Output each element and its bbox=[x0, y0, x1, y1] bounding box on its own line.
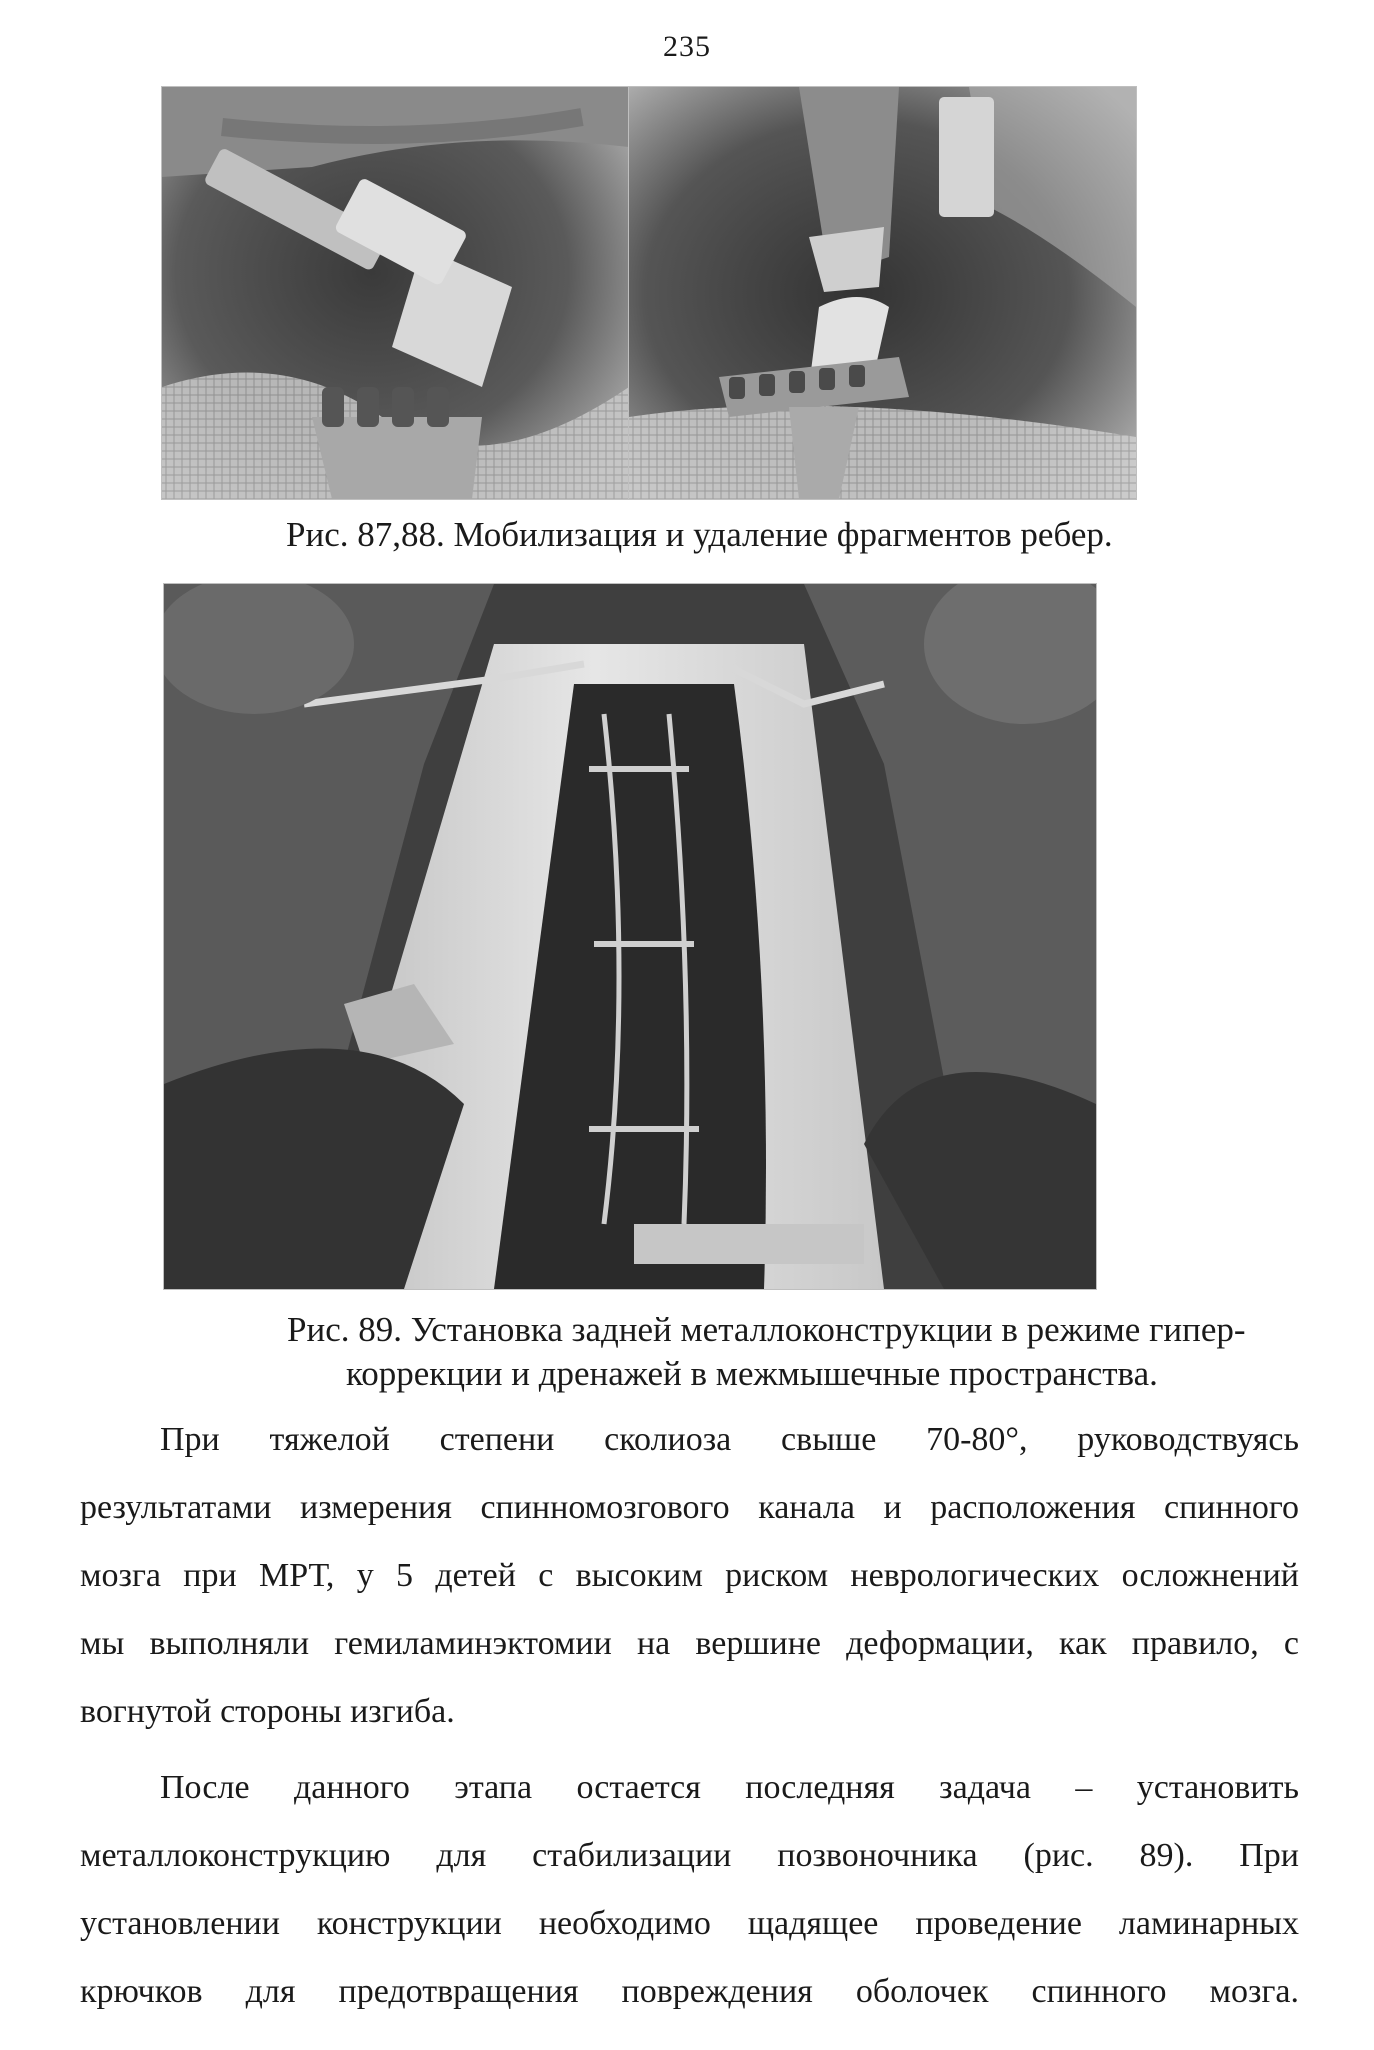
figure-88-image bbox=[629, 87, 1136, 499]
paragraph-1-line-5: вогнутой стороны изгиба. bbox=[80, 1693, 455, 1730]
figure-89-caption-line-2: коррекции и дренажей в межмышечные пространства. bbox=[346, 1354, 1158, 1393]
paragraph-1-line-2: результатами измерения спинномозгового канала и расположения спинного bbox=[80, 1489, 1299, 1526]
figure-87-image bbox=[162, 87, 629, 499]
figure-87-88-caption: Рис. 87,88. Мобилизация и удаление фрагментов ребер. bbox=[286, 515, 1113, 554]
figure-87-photo bbox=[161, 86, 630, 500]
paragraph-2-line-3: установлении конструкции необходимо щадящее проведение ламинарных bbox=[80, 1905, 1299, 1942]
paragraph-1-line-1: При тяжелой степени сколиоза свыше 70-80°, руководствуясь bbox=[160, 1421, 1299, 1458]
paragraph-1-line-3: мозга при МРТ, у 5 детей с высоким риском неврологических осложнений bbox=[80, 1557, 1299, 1594]
paragraph-1-line-4: мы выполняли гемиламинэктомии на вершине деформации, как правило, с bbox=[80, 1625, 1299, 1662]
figure-89-caption-line-1: Рис. 89. Установка задней металлоконструкции в режиме гипер- bbox=[287, 1310, 1246, 1349]
paragraph-2-line-2: металлоконструкцию для стабилизации позвоночника (рис. 89). При bbox=[80, 1837, 1299, 1874]
page-number: 235 bbox=[663, 30, 711, 63]
paragraph-2-line-1: После данного этапа остается последняя задача – установить bbox=[160, 1769, 1299, 1806]
paragraph-2-line-4: крючков для предотвращения повреждения оболочек спинного мозга. bbox=[80, 1973, 1299, 2010]
figure-88-photo bbox=[628, 86, 1137, 500]
figure-89-photo bbox=[163, 583, 1097, 1290]
figure-89-image bbox=[164, 584, 1096, 1289]
